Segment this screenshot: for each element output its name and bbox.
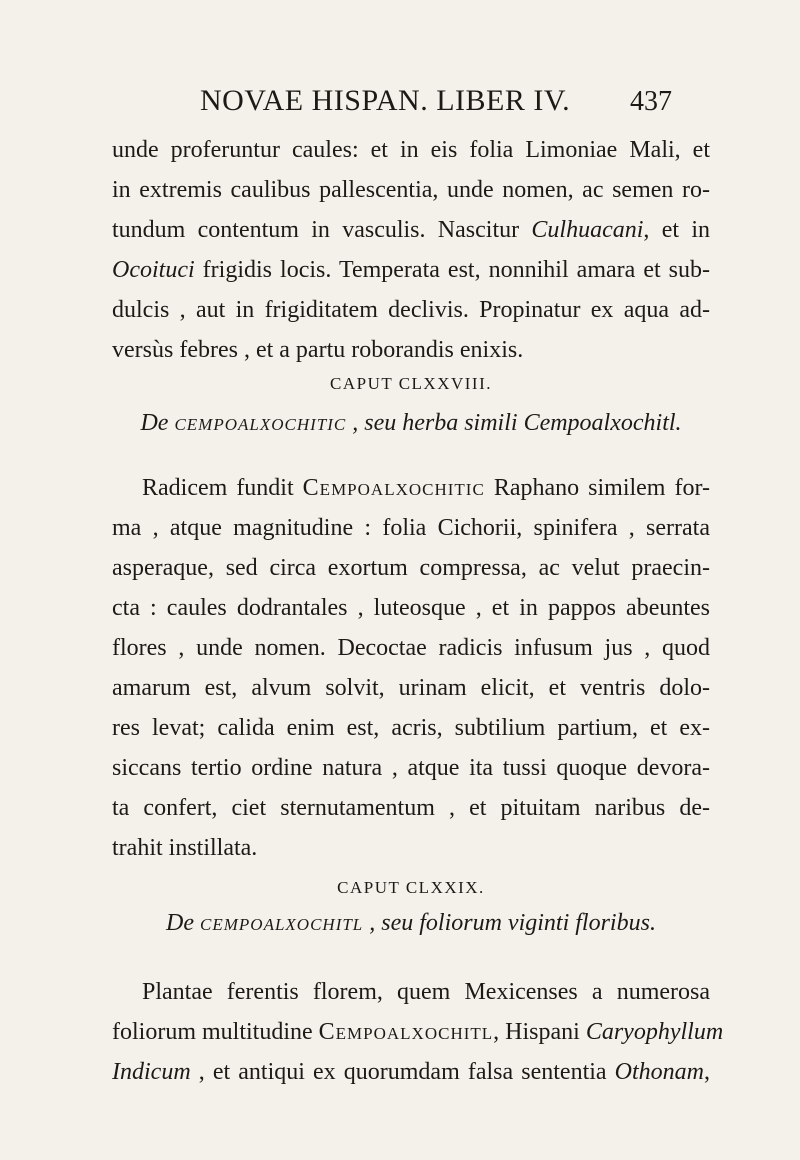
page-header (0, 84, 800, 124)
text-line: foliorum multitudine Cempoalxochitl, Hispani Caryophyllum (112, 1019, 724, 1045)
chapter-title: De cempoalxochitic , seu herba simili Cempoalxochitl. (140, 410, 682, 436)
text-line: tundum contentum in vasculis. Nascitur Culhuacani, et in (112, 217, 710, 243)
text-line: Radicem fundit Cempoalxochitic Raphano similem for- (142, 475, 710, 501)
text-line: ta confert, ciet sternutamentum , et pituitam naribus de- (112, 795, 710, 821)
text-line: dulcis , aut in frigiditatem declivis. Propinatur ex aqua ad- (112, 297, 710, 323)
text-line: cta : caules dodrantales , luteosque , et in pappos abeuntes (112, 595, 710, 621)
chapter-number: CAPUT CLXXVIII. (330, 374, 492, 393)
text-line: Plantae ferentis florem, quem Mexicenses a numerosa (142, 979, 710, 1005)
text-line: asperaque, sed circa exortum compressa, ac velut praecin- (112, 555, 710, 581)
text-line: trahit instillata. (112, 835, 258, 861)
text-line: in extremis caulibus pallescentia, unde nomen, ac semen ro- (112, 177, 710, 203)
page-number: 437 (630, 86, 672, 117)
chapter-number: CAPUT CLXXIX. (337, 878, 485, 897)
text-line: siccans tertio ordine natura , atque ita tussi quoque devora- (112, 755, 710, 781)
chapter-title: De cempoalxochitl , seu foliorum viginti floribus. (166, 910, 656, 936)
text-line: flores , unde nomen. Decoctae radicis infusum jus , quod (112, 635, 710, 661)
text-line: res levat; calida enim est, acris, subtilium partium, et ex- (112, 715, 710, 741)
paragraph-3 (112, 972, 724, 1092)
running-title: NOVAE HISPAN. LIBER IV. (200, 84, 571, 117)
text-line: Indicum , et antiqui ex quorumdam falsa sententia Othonam, (112, 1059, 710, 1085)
paragraph-1 (112, 130, 710, 370)
paragraph-2 (112, 468, 710, 868)
text-line: ma , atque magnitudine : folia Cichorii, spinifera , serrata (112, 515, 710, 541)
text-line: unde proferuntur caules: et in eis folia Limoniae Mali, et (112, 137, 710, 163)
text-line: amarum est, alvum solvit, urinam elicit, et ventris dolo- (112, 675, 710, 701)
text-line: Ocoituci frigidis locis. Temperata est, nonnihil amara et sub- (112, 257, 710, 283)
text-line: versùs febres , et a partu roborandis enixis. (112, 337, 524, 363)
